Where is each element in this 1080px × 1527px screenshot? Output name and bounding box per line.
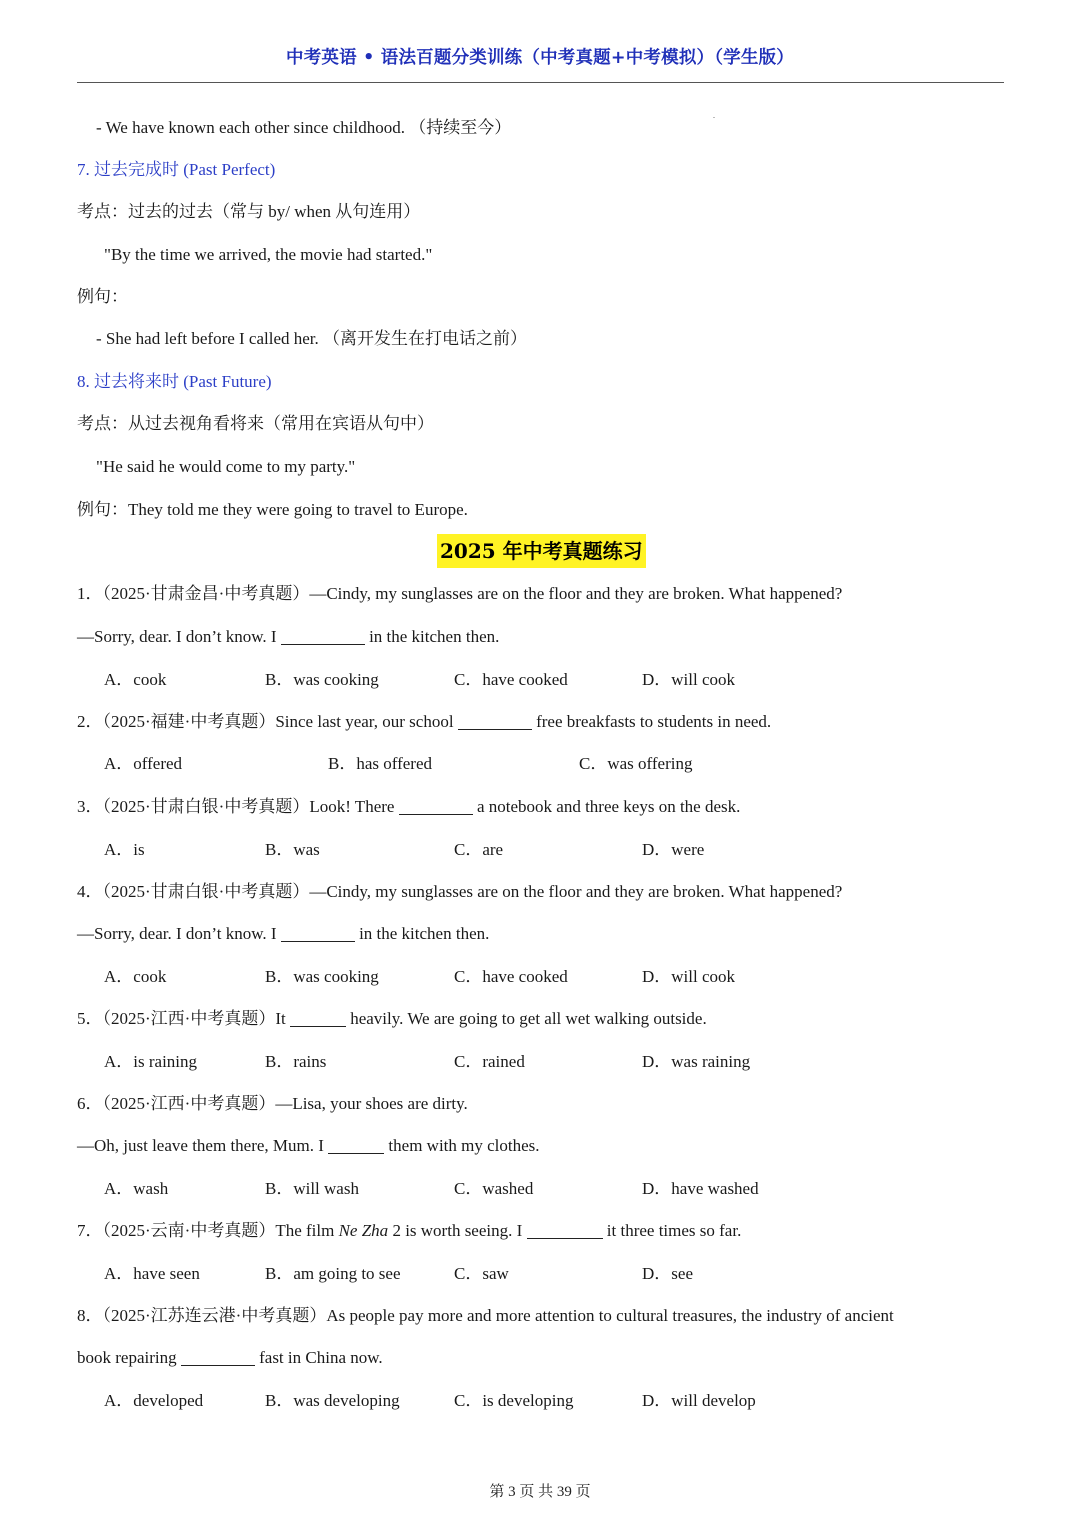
section-title: 2025 年中考真题练习 (437, 534, 646, 568)
option-c[interactable]: C．have cooked (454, 967, 568, 986)
question-8-stem: 8．（2025·江苏连云港·中考真题）As people pay more and more attention to cultural treasures, the industry of ancient (77, 1306, 894, 1325)
option-a[interactable]: A．is (104, 840, 145, 859)
question-6-options (0, 1178, 1080, 1200)
question-4-line2: —Sorry, dear. I don’t know. I in the kitchen then. (77, 924, 490, 943)
question-7-options (0, 1263, 1080, 1285)
option-c[interactable]: C．saw (454, 1264, 509, 1283)
page-number-footer: 第 3 页 共 39 页 (489, 1484, 591, 1500)
option-b[interactable]: B．was cooking (265, 967, 379, 986)
option-b[interactable]: B．am going to see (265, 1264, 401, 1283)
option-a[interactable]: A．cook (104, 967, 167, 986)
answer-blank (328, 1136, 384, 1154)
option-c[interactable]: C．washed (454, 1179, 534, 1198)
option-b[interactable]: B．was developing (265, 1391, 400, 1410)
option-d[interactable]: D．will cook (642, 670, 736, 689)
option-d[interactable]: D．will develop (642, 1391, 756, 1410)
heading-past-perfect: 7. 过去完成时 (Past Perfect) (77, 160, 276, 179)
page-header-title: 中考英语 • 语法百题分类训练（中考真题+中考模拟）（学生版） (286, 48, 794, 68)
example-quote-past-future: "He said he would come to my party." (96, 457, 356, 476)
heading-past-future: 8. 过去将来时 (Past Future) (77, 372, 272, 391)
option-b[interactable]: B．was cooking (265, 670, 379, 689)
option-b[interactable]: B．will wash (265, 1179, 359, 1198)
option-a[interactable]: A．is raining (104, 1052, 198, 1071)
question-5-stem: 5．（2025·江西·中考真题）It heavily. We are going to get all wet walking outside. (77, 1009, 707, 1028)
option-d[interactable]: D．see (642, 1264, 693, 1283)
option-b[interactable]: B．rains (265, 1052, 327, 1071)
scan-speck (713, 117, 715, 118)
header-divider (77, 82, 1004, 83)
question-1-stem: 1．（2025·甘肃金昌·中考真题）—Cindy, my sunglasses are on the floor and they are broken. What happened? (77, 584, 843, 603)
example-line-past-perfect: - She had left before I called her. （离开发生在打电话之前） (96, 329, 528, 348)
answer-blank (181, 1348, 255, 1366)
question-4-stem: 4．（2025·甘肃白银·中考真题）—Cindy, my sunglasses are on the floor and they are broken. What happened? (77, 882, 843, 901)
answer-blank (399, 797, 473, 815)
option-b[interactable]: B．was (265, 840, 320, 859)
question-6-stem: 6．（2025·江西·中考真题）—Lisa, your shoes are dirty. (77, 1094, 468, 1113)
option-a[interactable]: A．offered (104, 754, 183, 773)
answer-blank (527, 1221, 603, 1239)
question-1-line2: —Sorry, dear. I don’t know. I in the kitchen then. (77, 627, 500, 646)
question-3-stem: 3．（2025·甘肃白银·中考真题）Look! There a notebook and three keys on the desk. (77, 797, 741, 816)
option-b[interactable]: B．has offered (328, 754, 433, 773)
question-8-line2: book repairing fast in China now. (77, 1348, 383, 1367)
question-4-options (0, 966, 1080, 988)
question-6-line2: —Oh, just leave them there, Mum. I them with my clothes. (77, 1136, 540, 1155)
film-title: Ne Zha (338, 1221, 389, 1240)
option-a[interactable]: A．have seen (104, 1264, 200, 1283)
option-c[interactable]: C．was offering (579, 754, 693, 773)
option-c[interactable]: C．are (454, 840, 504, 859)
option-d[interactable]: D．was raining (642, 1052, 751, 1071)
question-7-stem: 7．（2025·云南·中考真题）The film Ne Zha 2 is worth seeing. I it three times so far. (77, 1221, 742, 1240)
example-line-past-future: 例句：They told me they were going to travel to Europe. (77, 500, 468, 519)
answer-blank (290, 1009, 346, 1027)
question-1-options (0, 669, 1080, 691)
answer-blank (281, 924, 355, 942)
option-a[interactable]: A．developed (104, 1391, 204, 1410)
option-d[interactable]: D．will cook (642, 967, 736, 986)
option-c[interactable]: C．rained (454, 1052, 525, 1071)
example-label: 例句： (77, 287, 128, 306)
option-d[interactable]: D．have washed (642, 1179, 759, 1198)
answer-blank (458, 712, 532, 730)
question-5-options (0, 1051, 1080, 1073)
question-3-options (0, 839, 1080, 861)
option-a[interactable]: A．cook (104, 670, 167, 689)
option-c[interactable]: C．is developing (454, 1391, 574, 1410)
example-quote-past-perfect: "By the time we arrived, the movie had started." (104, 245, 433, 264)
question-2-options (0, 753, 1080, 775)
keypoint-past-perfect: 考点：过去的过去（常与 by/ when 从句连用） (77, 202, 421, 221)
question-2-stem: 2．（2025·福建·中考真题）Since last year, our school free breakfasts to students in need. (77, 712, 772, 731)
option-d[interactable]: D．were (642, 840, 705, 859)
option-c[interactable]: C．have cooked (454, 670, 568, 689)
answer-blank (281, 627, 365, 645)
option-a[interactable]: A．wash (104, 1179, 169, 1198)
example-line-present-perfect: - We have known each other since childhood. （持续至今） (96, 118, 512, 137)
question-8-options (0, 1390, 1080, 1412)
keypoint-past-future: 考点：从过去视角看将来（常用在宾语从句中） (77, 414, 434, 433)
